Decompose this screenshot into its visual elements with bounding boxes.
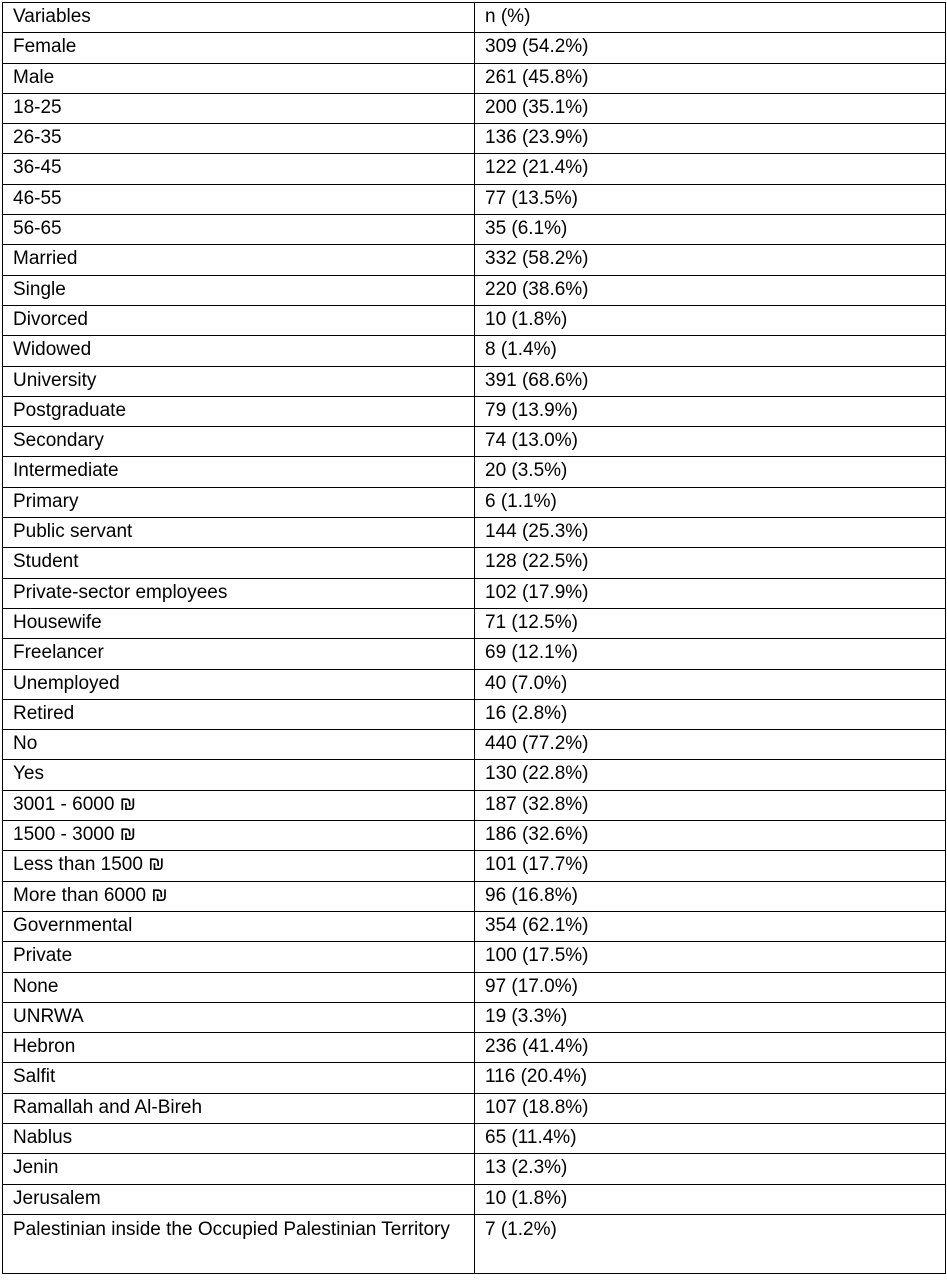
variable-cell: Palestinian inside the Occupied Palestinian Territory bbox=[3, 1214, 475, 1273]
variable-cell: Married bbox=[3, 245, 475, 275]
variable-cell: Private bbox=[3, 942, 475, 972]
count-percent-cell: 35 (6.1%) bbox=[475, 215, 946, 245]
table-row bbox=[3, 518, 946, 548]
variable-cell: Ramallah and Al-Bireh bbox=[3, 1093, 475, 1123]
count-percent-cell: 107 (18.8%) bbox=[475, 1093, 946, 1123]
count-percent-cell: 10 (1.8%) bbox=[475, 1184, 946, 1214]
table-row bbox=[3, 608, 946, 638]
variable-cell: Salfit bbox=[3, 1063, 475, 1093]
count-percent-cell: 40 (7.0%) bbox=[475, 669, 946, 699]
count-percent-cell: 332 (58.2%) bbox=[475, 245, 946, 275]
header-n-percent: n (%) bbox=[475, 3, 946, 33]
count-percent-cell: 16 (2.8%) bbox=[475, 699, 946, 729]
table-row bbox=[3, 1033, 946, 1063]
table-row bbox=[3, 1063, 946, 1093]
count-percent-cell: 10 (1.8%) bbox=[475, 305, 946, 335]
header-variables: Variables bbox=[3, 3, 475, 33]
variable-cell: 3001 - 6000 ₪ bbox=[3, 790, 475, 820]
variable-cell: 26-35 bbox=[3, 124, 475, 154]
variable-cell: University bbox=[3, 366, 475, 396]
count-percent-cell: 101 (17.7%) bbox=[475, 851, 946, 881]
table-row bbox=[3, 911, 946, 941]
count-percent-cell: 354 (62.1%) bbox=[475, 911, 946, 941]
table-row bbox=[3, 33, 946, 63]
count-percent-cell: 236 (41.4%) bbox=[475, 1033, 946, 1063]
table-row bbox=[3, 124, 946, 154]
table-row bbox=[3, 427, 946, 457]
count-percent-cell: 128 (22.5%) bbox=[475, 548, 946, 578]
table-row bbox=[3, 63, 946, 93]
count-percent-cell: 100 (17.5%) bbox=[475, 942, 946, 972]
variable-cell: Secondary bbox=[3, 427, 475, 457]
table-row bbox=[3, 396, 946, 426]
count-percent-cell: 74 (13.0%) bbox=[475, 427, 946, 457]
variable-cell: 46-55 bbox=[3, 184, 475, 214]
table-row bbox=[3, 1214, 946, 1273]
table-row bbox=[3, 578, 946, 608]
count-percent-cell: 13 (2.3%) bbox=[475, 1154, 946, 1184]
count-percent-cell: 130 (22.8%) bbox=[475, 760, 946, 790]
variable-cell: UNRWA bbox=[3, 1002, 475, 1032]
count-percent-cell: 136 (23.9%) bbox=[475, 124, 946, 154]
count-percent-cell: 261 (45.8%) bbox=[475, 63, 946, 93]
count-percent-cell: 144 (25.3%) bbox=[475, 518, 946, 548]
table-row bbox=[3, 669, 946, 699]
count-percent-cell: 19 (3.3%) bbox=[475, 1002, 946, 1032]
variable-cell: Yes bbox=[3, 760, 475, 790]
variable-cell: Hebron bbox=[3, 1033, 475, 1063]
count-percent-cell: 440 (77.2%) bbox=[475, 730, 946, 760]
count-percent-cell: 71 (12.5%) bbox=[475, 608, 946, 638]
count-percent-cell: 6 (1.1%) bbox=[475, 487, 946, 517]
variable-cell: Primary bbox=[3, 487, 475, 517]
variable-cell: Unemployed bbox=[3, 669, 475, 699]
variable-cell: 36-45 bbox=[3, 154, 475, 184]
variable-cell: Jerusalem bbox=[3, 1184, 475, 1214]
table-row bbox=[3, 93, 946, 123]
variable-cell: Postgraduate bbox=[3, 396, 475, 426]
count-percent-cell: 220 (38.6%) bbox=[475, 275, 946, 305]
table-row bbox=[3, 730, 946, 760]
table-row bbox=[3, 154, 946, 184]
table-row bbox=[3, 336, 946, 366]
table-row bbox=[3, 1123, 946, 1153]
count-percent-cell: 122 (21.4%) bbox=[475, 154, 946, 184]
count-percent-cell: 187 (32.8%) bbox=[475, 790, 946, 820]
table-row bbox=[3, 275, 946, 305]
table-row bbox=[3, 184, 946, 214]
table-row bbox=[3, 639, 946, 669]
table-row bbox=[3, 972, 946, 1002]
variable-cell: Freelancer bbox=[3, 639, 475, 669]
count-percent-cell: 102 (17.9%) bbox=[475, 578, 946, 608]
count-percent-cell: 8 (1.4%) bbox=[475, 336, 946, 366]
table-row bbox=[3, 487, 946, 517]
variable-cell: 56-65 bbox=[3, 215, 475, 245]
table-header bbox=[3, 3, 946, 33]
variable-cell: Student bbox=[3, 548, 475, 578]
count-percent-cell: 65 (11.4%) bbox=[475, 1123, 946, 1153]
variable-cell: More than 6000 ₪ bbox=[3, 881, 475, 911]
variable-cell: Nablus bbox=[3, 1123, 475, 1153]
table-row bbox=[3, 305, 946, 335]
count-percent-cell: 69 (12.1%) bbox=[475, 639, 946, 669]
variable-cell: Public servant bbox=[3, 518, 475, 548]
variable-cell: Retired bbox=[3, 699, 475, 729]
variable-cell: Jenin bbox=[3, 1154, 475, 1184]
table-row bbox=[3, 699, 946, 729]
count-percent-cell: 200 (35.1%) bbox=[475, 93, 946, 123]
variable-cell: 1500 - 3000 ₪ bbox=[3, 821, 475, 851]
count-percent-cell: 391 (68.6%) bbox=[475, 366, 946, 396]
table-row bbox=[3, 366, 946, 396]
count-percent-cell: 79 (13.9%) bbox=[475, 396, 946, 426]
count-percent-cell: 20 (3.5%) bbox=[475, 457, 946, 487]
count-percent-cell: 116 (20.4%) bbox=[475, 1063, 946, 1093]
table-row bbox=[3, 215, 946, 245]
count-percent-cell: 186 (32.6%) bbox=[475, 821, 946, 851]
table-row bbox=[3, 1093, 946, 1123]
table-row bbox=[3, 245, 946, 275]
demographics-table bbox=[2, 2, 946, 1274]
table-row bbox=[3, 881, 946, 911]
variable-cell: No bbox=[3, 730, 475, 760]
table-row bbox=[3, 942, 946, 972]
variable-cell: Widowed bbox=[3, 336, 475, 366]
table-row bbox=[3, 760, 946, 790]
variable-cell: 18-25 bbox=[3, 93, 475, 123]
variable-cell: None bbox=[3, 972, 475, 1002]
table-row bbox=[3, 548, 946, 578]
table-row bbox=[3, 821, 946, 851]
count-percent-cell: 96 (16.8%) bbox=[475, 881, 946, 911]
variable-cell: Less than 1500 ₪ bbox=[3, 851, 475, 881]
variable-cell: Male bbox=[3, 63, 475, 93]
count-percent-cell: 77 (13.5%) bbox=[475, 184, 946, 214]
count-percent-cell: 97 (17.0%) bbox=[475, 972, 946, 1002]
table-row bbox=[3, 457, 946, 487]
variable-cell: Housewife bbox=[3, 608, 475, 638]
table-row bbox=[3, 851, 946, 881]
variable-cell: Governmental bbox=[3, 911, 475, 941]
count-percent-cell: 7 (1.2%) bbox=[475, 1214, 946, 1273]
variable-cell: Private-sector employees bbox=[3, 578, 475, 608]
header-row bbox=[3, 3, 946, 33]
variable-cell: Female bbox=[3, 33, 475, 63]
table-row bbox=[3, 790, 946, 820]
variable-cell: Intermediate bbox=[3, 457, 475, 487]
table-row bbox=[3, 1154, 946, 1184]
table-row bbox=[3, 1184, 946, 1214]
table-row bbox=[3, 1002, 946, 1032]
table-body bbox=[3, 33, 946, 1274]
variable-cell: Single bbox=[3, 275, 475, 305]
variable-cell: Divorced bbox=[3, 305, 475, 335]
count-percent-cell: 309 (54.2%) bbox=[475, 33, 946, 63]
